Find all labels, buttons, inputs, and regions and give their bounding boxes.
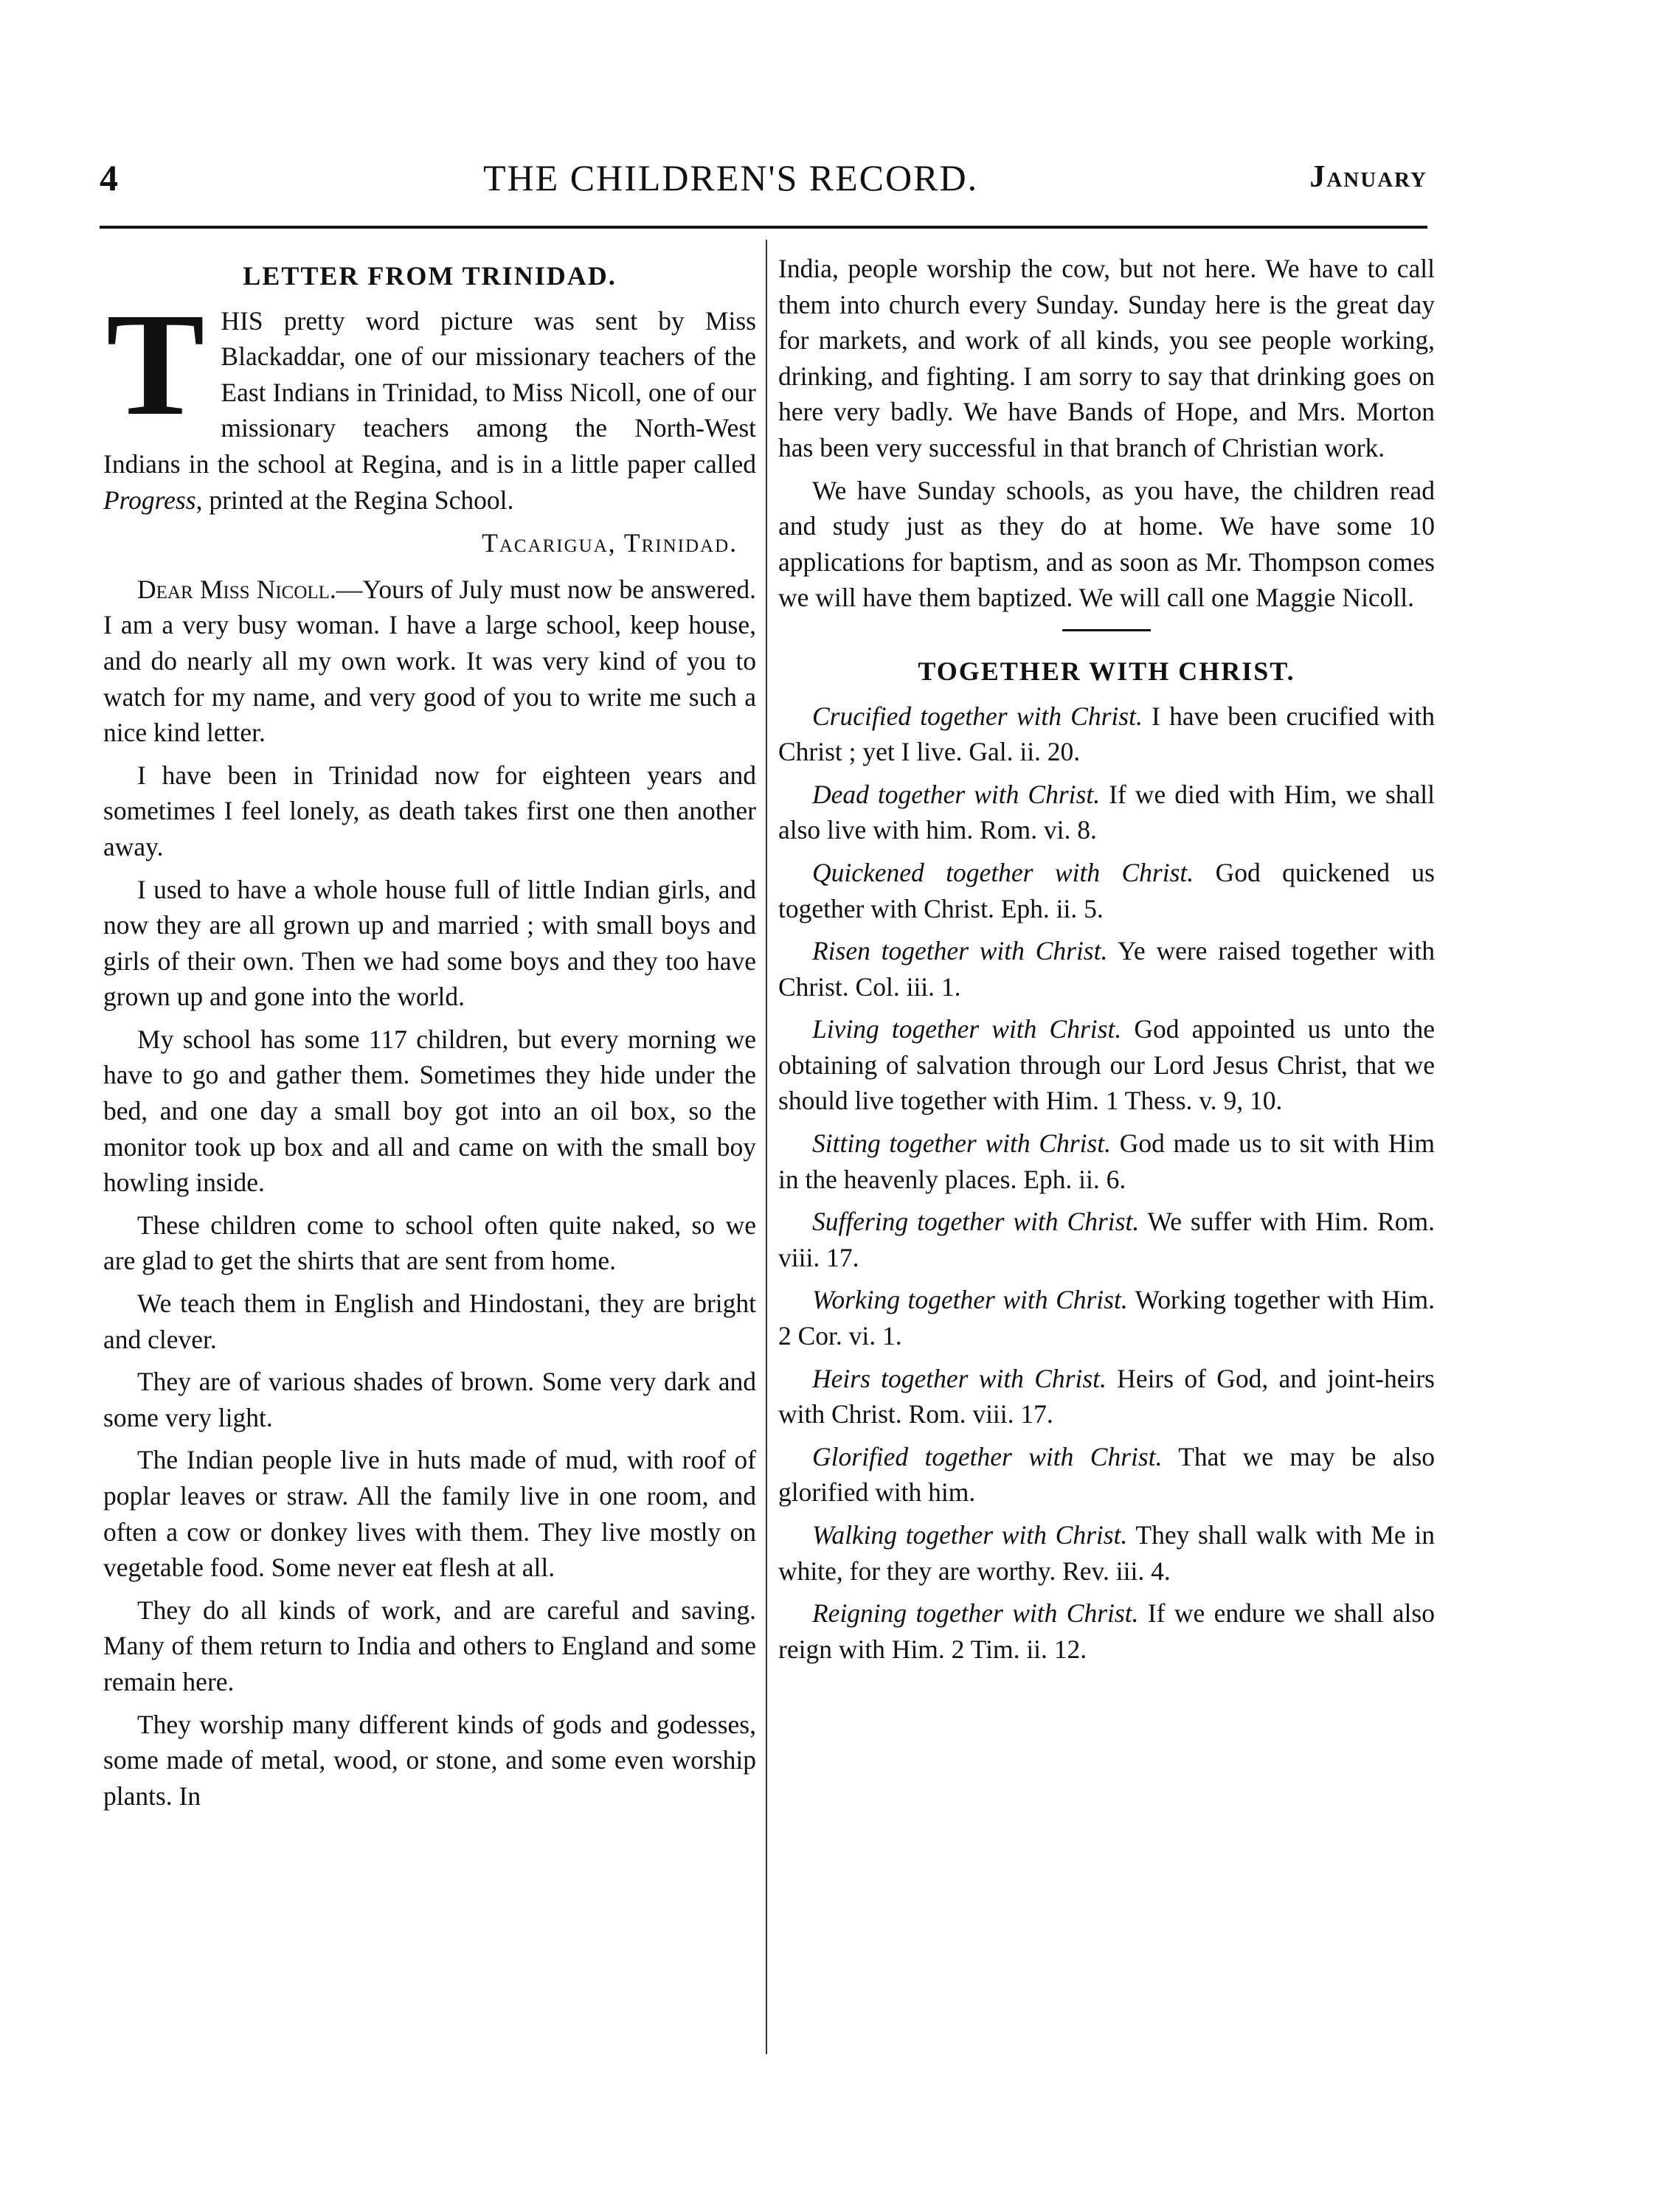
verse-text: If we died with Him, we shall also live with him. Rom. vi. 8.	[778, 779, 1436, 845]
letter-place: Tacarigua, Trinidad.	[482, 528, 738, 558]
verse-phrase: Walking together with Christ.	[812, 1520, 1128, 1550]
verse-phrase: Working together with Christ.	[812, 1285, 1128, 1315]
verse-item	[778, 1126, 1435, 1197]
verse-text: God made us to sit with Him in the heavenly places. Eph. ii. 6.	[778, 1128, 1435, 1194]
letter-paragraph-1	[103, 572, 756, 751]
verse-item	[778, 1439, 1435, 1511]
publication-title: THE CHILDREN'S RECORD.	[483, 157, 979, 198]
letter-paragraph-10-continued: India, people worship the cow, but not here. We have to call them into church every Sunday. Sunday here is the great day for markets, and work of all kinds, you see people working, drinking, and fighting. I am sorry to say that drinking goes on here very badly. We have Bands of Hope, and Mrs. Morton has been very successful in that branch of Christian work.	[778, 254, 1435, 462]
verse-item	[778, 777, 1435, 848]
verse-item	[778, 855, 1435, 926]
verse-phrase: Glorified together with Christ.	[812, 1441, 1163, 1471]
together-title: TOGETHER WITH CHRIST.	[918, 656, 1295, 686]
letter-paragraph-6: We teach them in English and Hindostani, they are bright and clever.	[103, 1289, 756, 1354]
verse-item	[778, 1517, 1435, 1589]
verse-text: God quickened us together with Christ. Eph. ii. 5.	[778, 857, 1435, 923]
verse-text: Working together with Him. 2 Cor. vi. 1.	[778, 1285, 1435, 1351]
verse-text: We suffer with Him. Rom. viii. 17.	[778, 1207, 1435, 1272]
verse-text: They shall walk with Me in white, for they are worthy. Rev. iii. 4.	[778, 1520, 1435, 1586]
page-number: 4	[100, 157, 118, 198]
verse-item	[778, 1361, 1435, 1432]
verse-item	[778, 1595, 1435, 1667]
verse-item	[778, 698, 1435, 770]
letter-paragraph-10: They worship many different kinds of gods and godesses, some made of metal, wood, or stone, and some even worship plants. In	[103, 1709, 756, 1811]
letter-paragraph-8: The Indian people live in huts made of mud, with roof of poplar leaves or straw. All the family live in one room, and often a cow or donkey lives with them. They live mostly on vegetable food. Some never eat flesh at all.	[103, 1445, 756, 1583]
letter-paragraph-5: These children come to school often quite naked, so we are glad to get the shirts that are sent from home.	[103, 1210, 756, 1276]
letter-paragraph-11: We have Sunday schools, as you have, the children read and study just as they do at home. We have some 10 applications for baptism, and as soon as Mr. Thompson comes we will have them baptized. We will call one Maggie Nicoll.	[778, 475, 1435, 613]
verse-item	[778, 933, 1435, 1005]
verse-phrase: Crucified together with Christ.	[812, 701, 1143, 731]
page-header	[100, 156, 1427, 208]
verse-text: If we endure we shall also reign with Him. 2 Tim. ii. 12.	[778, 1598, 1435, 1664]
verse-item	[778, 1204, 1435, 1275]
verse-text: That we may be also glorified with him.	[778, 1441, 1436, 1508]
verse-phrase: Sitting together with Christ.	[812, 1128, 1111, 1159]
letter-salutation: Dear Miss Nicoll.	[137, 574, 336, 604]
drop-cap: T	[106, 282, 205, 446]
section-divider	[1062, 629, 1151, 631]
issue-month: January	[1309, 160, 1427, 194]
verse-phrase: Suffering together with Christ.	[812, 1207, 1140, 1237]
verse-phrase: Quickened together with Christ.	[812, 857, 1194, 887]
letter-intro-text-b: , printed at the Regina School.	[195, 485, 514, 515]
letter-paragraph-2: I have been in Trinidad now for eighteen years and sometimes I feel lonely, as death takes first one then another away.	[103, 760, 756, 861]
verse-phrase: Dead together with Christ.	[812, 779, 1101, 809]
letter-paragraph-4: My school has some 117 children, but every morning we have to go and gather them. Sometimes they hide under the bed, and one day a small boy got into an oil box, so the monitor took up box and all and came on with the small boy howling inside.	[103, 1024, 756, 1198]
letter-intro-text-a: HIS pretty word picture was sent by Miss Blackaddar, one of our missionary teachers of the East Indians in Trinidad, to Miss Nicoll, one of our missionary teachers among the North-West Indians in the school at Regina, and is in a little paper called	[103, 305, 756, 479]
letter-paragraph-3: I used to have a whole house full of little Indian girls, and now they are all grown up and married ; with small boys and girls of their own. Then we had some boys and they too have grown up and gone into the world.	[103, 874, 756, 1012]
header-rule	[100, 226, 1427, 229]
letter-intro	[103, 282, 756, 519]
verse-text: Heirs of God, and joint-heirs with Christ. Rom. viii. 17.	[778, 1363, 1435, 1429]
verse-list	[778, 698, 1435, 1668]
verse-text: Ye were raised together with Christ. Col. iii. 1.	[778, 936, 1435, 1002]
letter-paragraph-9: They do all kinds of work, and are careful and saving. Many of them return to India and others to England and some remain here.	[103, 1595, 756, 1696]
right-column	[778, 251, 1435, 1674]
left-column	[103, 251, 756, 1820]
verse-phrase: Living together with Christ.	[812, 1014, 1122, 1044]
letter-title: LETTER FROM TRINIDAD.	[243, 261, 617, 291]
column-divider	[766, 240, 767, 2054]
letter-paragraph-1-text: —Yours of July must now be answered. I am a very busy woman. I have a large school, keep house, and do nearly all my own work. It was very kind of you to watch for my name, and very good of you to write me such a nice kind letter.	[103, 574, 756, 748]
verse-phrase: Risen together with Christ.	[812, 936, 1108, 966]
verse-text: God appointed us unto the obtaining of salvation through our Lord Jesus Christ, that we should live together with Him. 1 Thess. v. 9, 10.	[778, 1014, 1435, 1116]
verse-item	[778, 1282, 1435, 1353]
verse-phrase: Heirs together with Christ.	[812, 1363, 1107, 1393]
progress-paper-name: Progress	[103, 485, 196, 515]
verse-phrase: Reigning together with Christ.	[812, 1598, 1139, 1629]
letter-paragraph-7: They are of various shades of brown. Some very dark and some very light.	[103, 1367, 756, 1432]
verse-text: I have been crucified with Christ ; yet I live. Gal. ii. 20.	[778, 701, 1435, 767]
verse-item	[778, 1011, 1435, 1119]
